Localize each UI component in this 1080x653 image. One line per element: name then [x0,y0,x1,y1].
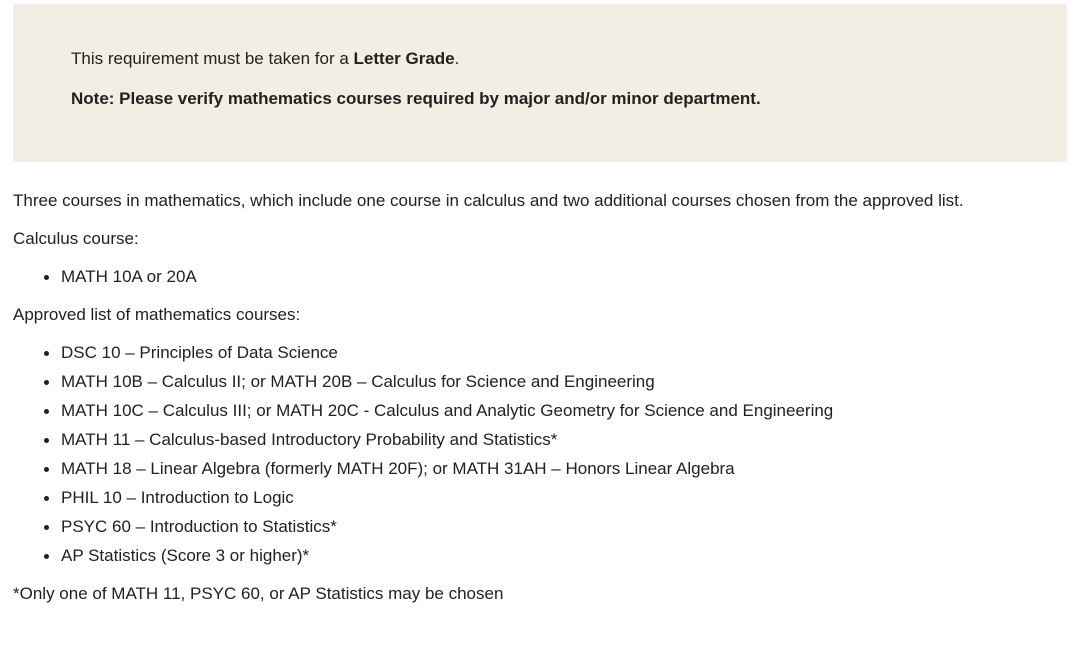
list-item: MATH 10A or 20A [13,262,1067,291]
list-item: AP Statistics (Score 3 or higher)* [13,541,1067,570]
requirement-notice [13,4,1067,162]
verify-note: Note: Please verify mathematics courses required by major and/or minor department. [71,89,761,108]
list-item: MATH 18 – Linear Algebra (formerly MATH 20F); or MATH 31AH – Honors Linear Algebra [13,454,1067,483]
list-item: MATH 10C – Calculus III; or MATH 20C - Calculus and Analytic Geometry for Science and Engineering [13,396,1067,425]
calculus-label: Calculus course: [13,229,139,248]
calculus-list [13,262,1067,291]
requirement-intro: Three courses in mathematics, which include one course in calculus and two additional courses chosen from the approved list. [13,191,964,210]
requirement-content [13,186,1067,608]
letter-grade-notice [71,48,459,70]
list-item: DSC 10 – Principles of Data Science [13,338,1067,367]
list-item: MATH 11 – Calculus-based Introductory Probability and Statistics* [13,425,1067,454]
list-item: PHIL 10 – Introduction to Logic [13,483,1067,512]
letter-grade-emphasis: Letter Grade [353,49,455,68]
list-item: PSYC 60 – Introduction to Statistics* [13,512,1067,541]
list-item: MATH 10B – Calculus II; or MATH 20B – Calculus for Science and Engineering [13,367,1067,396]
approved-course-list [13,338,1067,570]
letter-grade-prefix: This requirement must be taken for a [71,49,354,68]
footnote: *Only one of MATH 11, PSYC 60, or AP Statistics may be chosen [13,584,504,603]
letter-grade-suffix: . [454,49,460,68]
approved-list-label: Approved list of mathematics courses: [13,305,301,324]
